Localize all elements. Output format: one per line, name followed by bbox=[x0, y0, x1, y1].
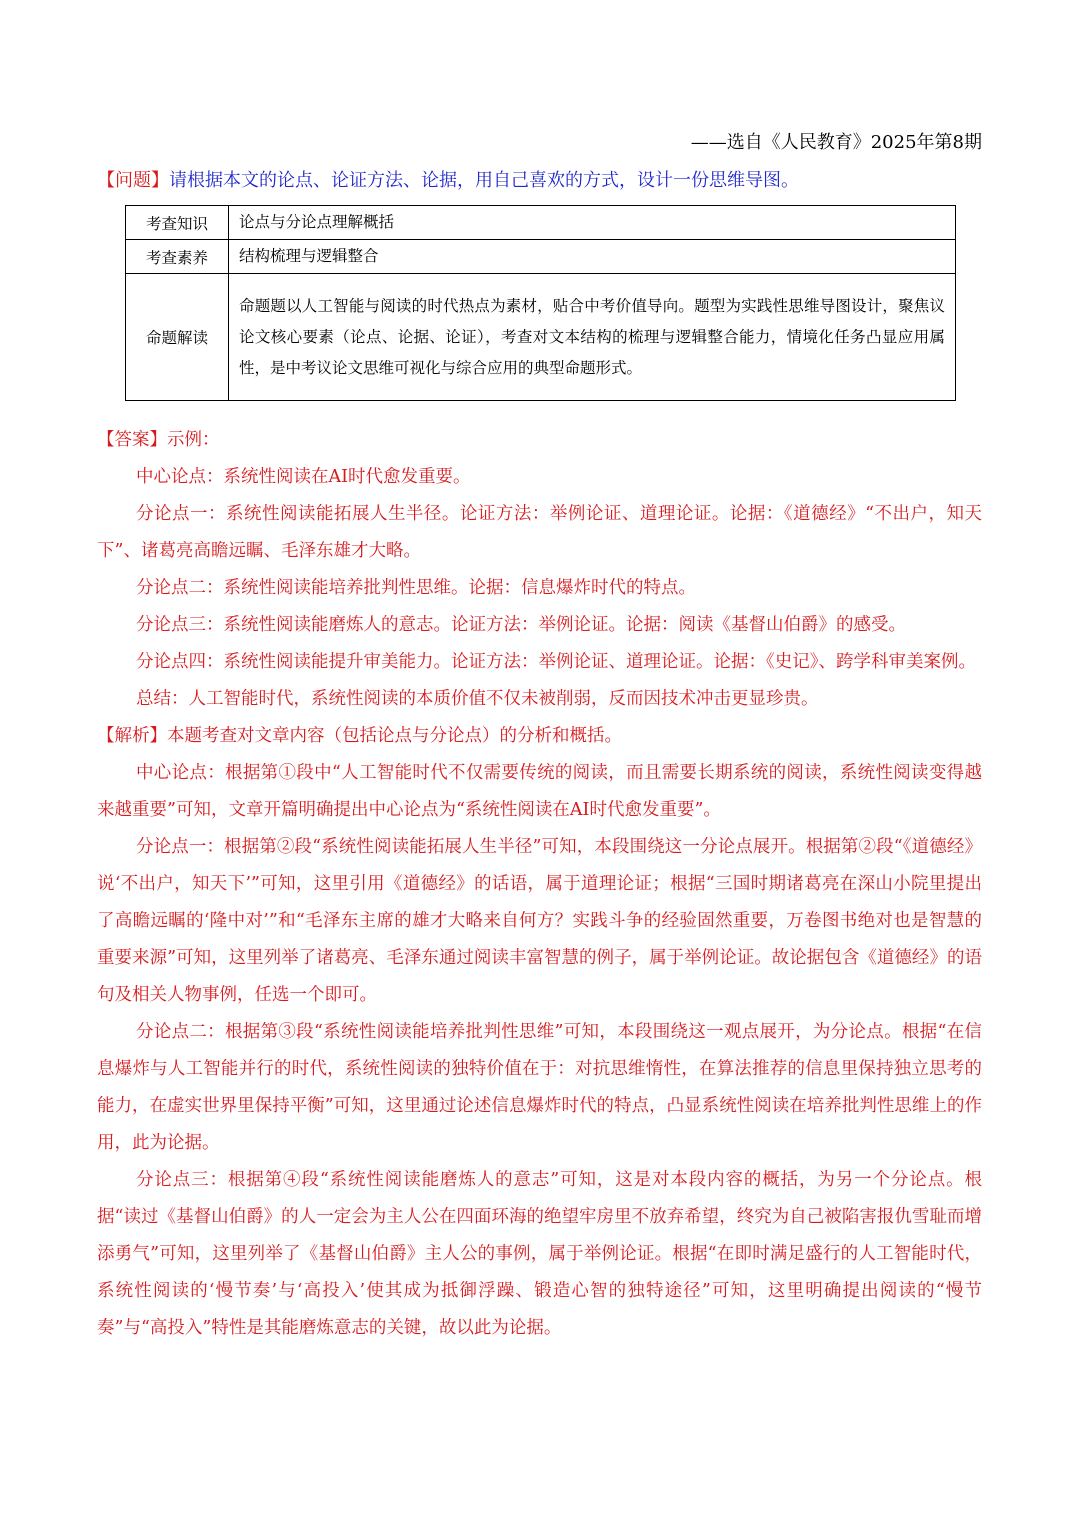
analysis-paragraph: 分论点三：根据第④段“系统性阅读能磨炼人的意志”可知，这是对本段内容的概括，为另一个分论点。根据“读过《基督山伯爵》的人一定会为主人公在四面环海的绝望牢房里不放弃希望，终究为自己被陷害报仇雪耻而增添勇气”可知，这里列举了《基督山伯爵》主人公的事例，属于举例论证。根据“在即时满足盛行的人工智能时代，系统性阅读的‘慢节奏’与‘高投入’使其成为抵御浮躁、锻造心智的独特途径”可知，这里明确提出阅读的“慢节奏”与“高投入”特性是其能磨炼意志的关键，故以此为论据。 bbox=[97, 1170, 982, 1338]
answer-item: 总结：人工智能时代，系统性阅读的本质价值不仅未被削弱，反而因技术冲击更显珍贵。 bbox=[136, 689, 819, 709]
table-row bbox=[126, 206, 956, 240]
table-row bbox=[126, 274, 956, 401]
answer-heading bbox=[97, 422, 982, 459]
exam-analysis-table bbox=[125, 205, 956, 401]
analysis-paragraph: 中心论点：根据第①段中“人工智能时代不仅需要传统的阅读，而且需要长期系统的阅读，系统性阅读变得越来越重要”可知，文章开篇明确提出中心论点为“系统性阅读在AI时代愈发重要”。 bbox=[97, 763, 982, 820]
table-row bbox=[126, 240, 956, 274]
table-value-cell: 论点与分论点理解概括 bbox=[229, 206, 956, 240]
analysis-intro: 本题考查对文章内容（包括论点与分论点）的分析和概括。 bbox=[167, 726, 622, 746]
question-line bbox=[97, 168, 987, 194]
source-citation: ——选自《人民教育》2025年第8期 bbox=[690, 132, 982, 153]
answer-item: 分论点三：系统性阅读能磨炼人的意志。论证方法：举例论证。论据：阅读《基督山伯爵》的感受。 bbox=[136, 615, 906, 635]
answer-item: 分论点一：系统性阅读能拓展人生半径。论证方法：举例论证、道理论证。论据：《道德经》“不出户，知天下”、诸葛亮高瞻远瞩、毛泽东雄才大略。 bbox=[97, 504, 982, 561]
answer-intro: 示例： bbox=[167, 430, 220, 450]
analysis-heading bbox=[97, 718, 982, 755]
table-value-cell: 命题题以人工智能与阅读的时代热点为素材，贴合中考价值导向。题型为实践性思维导图设计，聚焦议论文核心要素（论点、论据、论证），考查对文本结构的梳理与逻辑整合能力，情境化任务凸显应用属性，是中考议论文思维可视化与综合应用的典型命题形式。 bbox=[229, 274, 956, 401]
question-text: 请根据本文的论点、论证方法、论据，用自己喜欢的方式，设计一份思维导图。 bbox=[169, 170, 799, 191]
analysis-label: 【解析】 bbox=[97, 726, 167, 746]
table-key-cell: 考查素养 bbox=[126, 240, 229, 274]
table-key-cell: 考查知识 bbox=[126, 206, 229, 240]
table-key-cell: 命题解读 bbox=[126, 274, 229, 401]
table-value-cell: 结构梳理与逻辑整合 bbox=[229, 240, 956, 274]
question-label: 【问题】 bbox=[97, 170, 169, 191]
analysis-paragraph: 分论点一：根据第②段“系统性阅读能拓展人生半径”可知，本段围绕这一分论点展开。根据第②段“《道德经》说‘不出户，知天下’”可知，这里引用《道德经》的话语，属于道理论证；根据“三国时期诸葛亮在深山小院里提出了高瞻远瞩的‘隆中对’”和“毛泽东主席的雄才大略来自何方？实践斗争的经验固然重要，万卷图书绝对也是智慧的重要来源”可知，这里列举了诸葛亮、毛泽东通过阅读丰富智慧的例子，属于举例论证。故论据包含《道德经》的语句及相关人物事例，任选一个即可。 bbox=[97, 837, 982, 1005]
analysis-paragraph: 分论点二：根据第③段“系统性阅读能培养批判性思维”可知，本段围绕这一观点展开，为分论点。根据“在信息爆炸与人工智能并行的时代，系统性阅读的独特价值在于：对抗思维惰性，在算法推荐的信息里保持独立思考的能力，在虚实世界里保持平衡”可知，这里通过论述信息爆炸时代的特点，凸显系统性阅读在培养批判性思维上的作用，此为论据。 bbox=[97, 1022, 982, 1153]
answer-label: 【答案】 bbox=[97, 430, 167, 450]
answer-item: 分论点二：系统性阅读能培养批判性思维。论据：信息爆炸时代的特点。 bbox=[136, 578, 696, 598]
answer-item: 中心论点：系统性阅读在AI时代愈发重要。 bbox=[136, 467, 471, 487]
answer-item: 分论点四：系统性阅读能提升审美能力。论证方法：举例论证、道理论证。论据：《史记》、跨学科审美案例。 bbox=[136, 652, 976, 672]
answer-section bbox=[97, 422, 982, 1347]
